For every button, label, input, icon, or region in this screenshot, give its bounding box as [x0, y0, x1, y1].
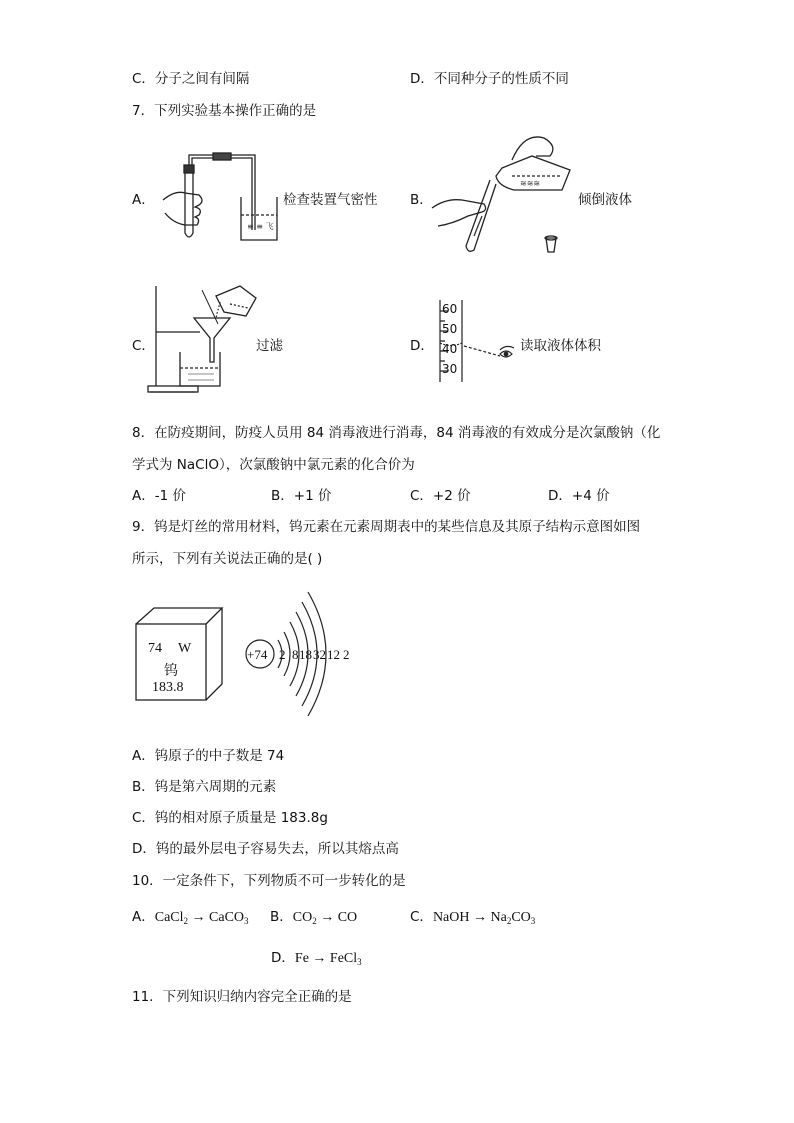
shell-2-electrons: 8 [292, 647, 299, 662]
q10-a-arrow: → [191, 910, 206, 925]
filtration-figure [140, 282, 260, 397]
q8-option-b: B．+1 价 [271, 488, 332, 504]
shell-5-electrons: 12 [327, 647, 340, 662]
q10-option-b-letter: B． [270, 909, 293, 925]
svg-text:≋≋≋: ≋≋≋ [520, 179, 541, 188]
q10-option-c-letter: C． [410, 909, 433, 925]
element-symbol: W [178, 641, 192, 656]
q10-a-reactant: CaCl [154, 910, 184, 925]
q8-option-c: C．+2 价 [410, 488, 471, 504]
shell-4-electrons: 32 [313, 647, 326, 662]
q10-c-arrow: → [472, 910, 487, 925]
q7-option-d-caption: 读取液体体积 [520, 338, 601, 354]
q10-c-product-sub: 2 [506, 916, 512, 926]
cylinder-mark-40: 40 [442, 342, 458, 356]
cylinder-mark-60: 60 [442, 302, 458, 316]
q10-c-product-tail: CO [511, 910, 531, 925]
q10-d-reactant: Fe [294, 951, 309, 966]
q7-option-b-caption: 倾倒液体 [578, 192, 632, 208]
nucleus-charge: +74 [247, 647, 268, 662]
q10-d-arrow: → [312, 951, 327, 966]
element-atomic-number: 74 [148, 641, 162, 656]
q6-option-d: D．不同种分子的性质不同 [410, 71, 569, 87]
q8-stem-line1: 8．在防疫期间，防疫人员用 84 消毒液进行消毒，84 消毒液的有效成分是次氯酸钠（化 [132, 425, 661, 441]
q10-option-c [410, 905, 535, 926]
q7-option-c-letter: C． [132, 338, 155, 354]
q10-b-product: CO [337, 910, 358, 925]
q7-option-a-letter: A． [132, 192, 155, 208]
q10-c-reactant: NaOH [432, 910, 470, 925]
element-name: 钨 [164, 663, 178, 679]
q7-option-a-caption: 检查装置气密性 [283, 192, 378, 208]
q6-option-c: C．分子之间有间隔 [132, 71, 250, 87]
q9-option-d: D．钨的最外层电子容易失去，所以其熔点高 [132, 841, 399, 857]
q10-c-product-tail-sub: 3 [530, 916, 536, 926]
shell-1-electrons: 2 [279, 647, 286, 662]
cylinder-mark-50: 50 [442, 322, 458, 336]
q10-c-product: Na [490, 910, 507, 925]
shell-3-electrons: 18 [299, 647, 312, 662]
q10-a-product: CaCO [209, 910, 245, 925]
q10-stem: 10．一定条件下，下列物质不可一步转化的是 [132, 873, 406, 889]
q10-b-reactant: CO [292, 910, 313, 925]
airtightness-figure [155, 145, 285, 245]
q9-stem-line1: 9．钨是灯丝的常用材料，钨元素在元素周期表中的某些信息及其原子结构示意图如图 [132, 519, 641, 535]
q11-stem: 11．下列知识归纳内容完全正确的是 [132, 989, 352, 1005]
q10-b-arrow: → [320, 910, 335, 925]
q7-option-c-caption: 过滤 [256, 338, 283, 354]
shell-6-electrons: 2 [343, 647, 350, 662]
pouring-liquid-figure [432, 128, 577, 258]
q10-d-product: FeCl [329, 951, 358, 966]
svg-text:≡ ≡ 飞: ≡ ≡ 飞 [247, 222, 274, 231]
q10-option-b [270, 905, 357, 926]
q10-b-reactant-sub: 2 [312, 916, 317, 926]
q8-option-a: A．-1 价 [132, 488, 186, 504]
q9-option-b: B．钨是第六周期的元素 [132, 779, 277, 795]
q10-a-product-sub: 3 [244, 916, 249, 926]
q7-option-d-letter: D． [410, 338, 434, 354]
q7-stem: 7．下列实验基本操作正确的是 [132, 103, 317, 119]
q8-stem-line2: 学式为 NaClO），次氯酸钠中氯元素的化合价为 [132, 457, 415, 473]
q10-option-d-letter: D． [271, 950, 295, 966]
q9-option-c: C．钨的相对原子质量是 183.8g [132, 810, 328, 826]
q9-option-a: A．钨原子的中子数是 74 [132, 748, 285, 764]
q10-option-a [132, 905, 249, 926]
q8-option-d: D．+4 价 [548, 488, 610, 504]
q10-option-a-letter: A． [132, 909, 155, 925]
q10-d-product-sub: 3 [357, 957, 362, 967]
element-atomic-mass: 183.8 [152, 680, 184, 695]
cylinder-mark-30: 30 [442, 362, 458, 376]
q9-stem-line2: 所示，下列有关说法正确的是( ) [132, 551, 323, 567]
q7-option-b-letter: B． [410, 192, 433, 208]
q10-option-d [271, 946, 362, 967]
q10-a-reactant-sub: 2 [183, 916, 189, 926]
